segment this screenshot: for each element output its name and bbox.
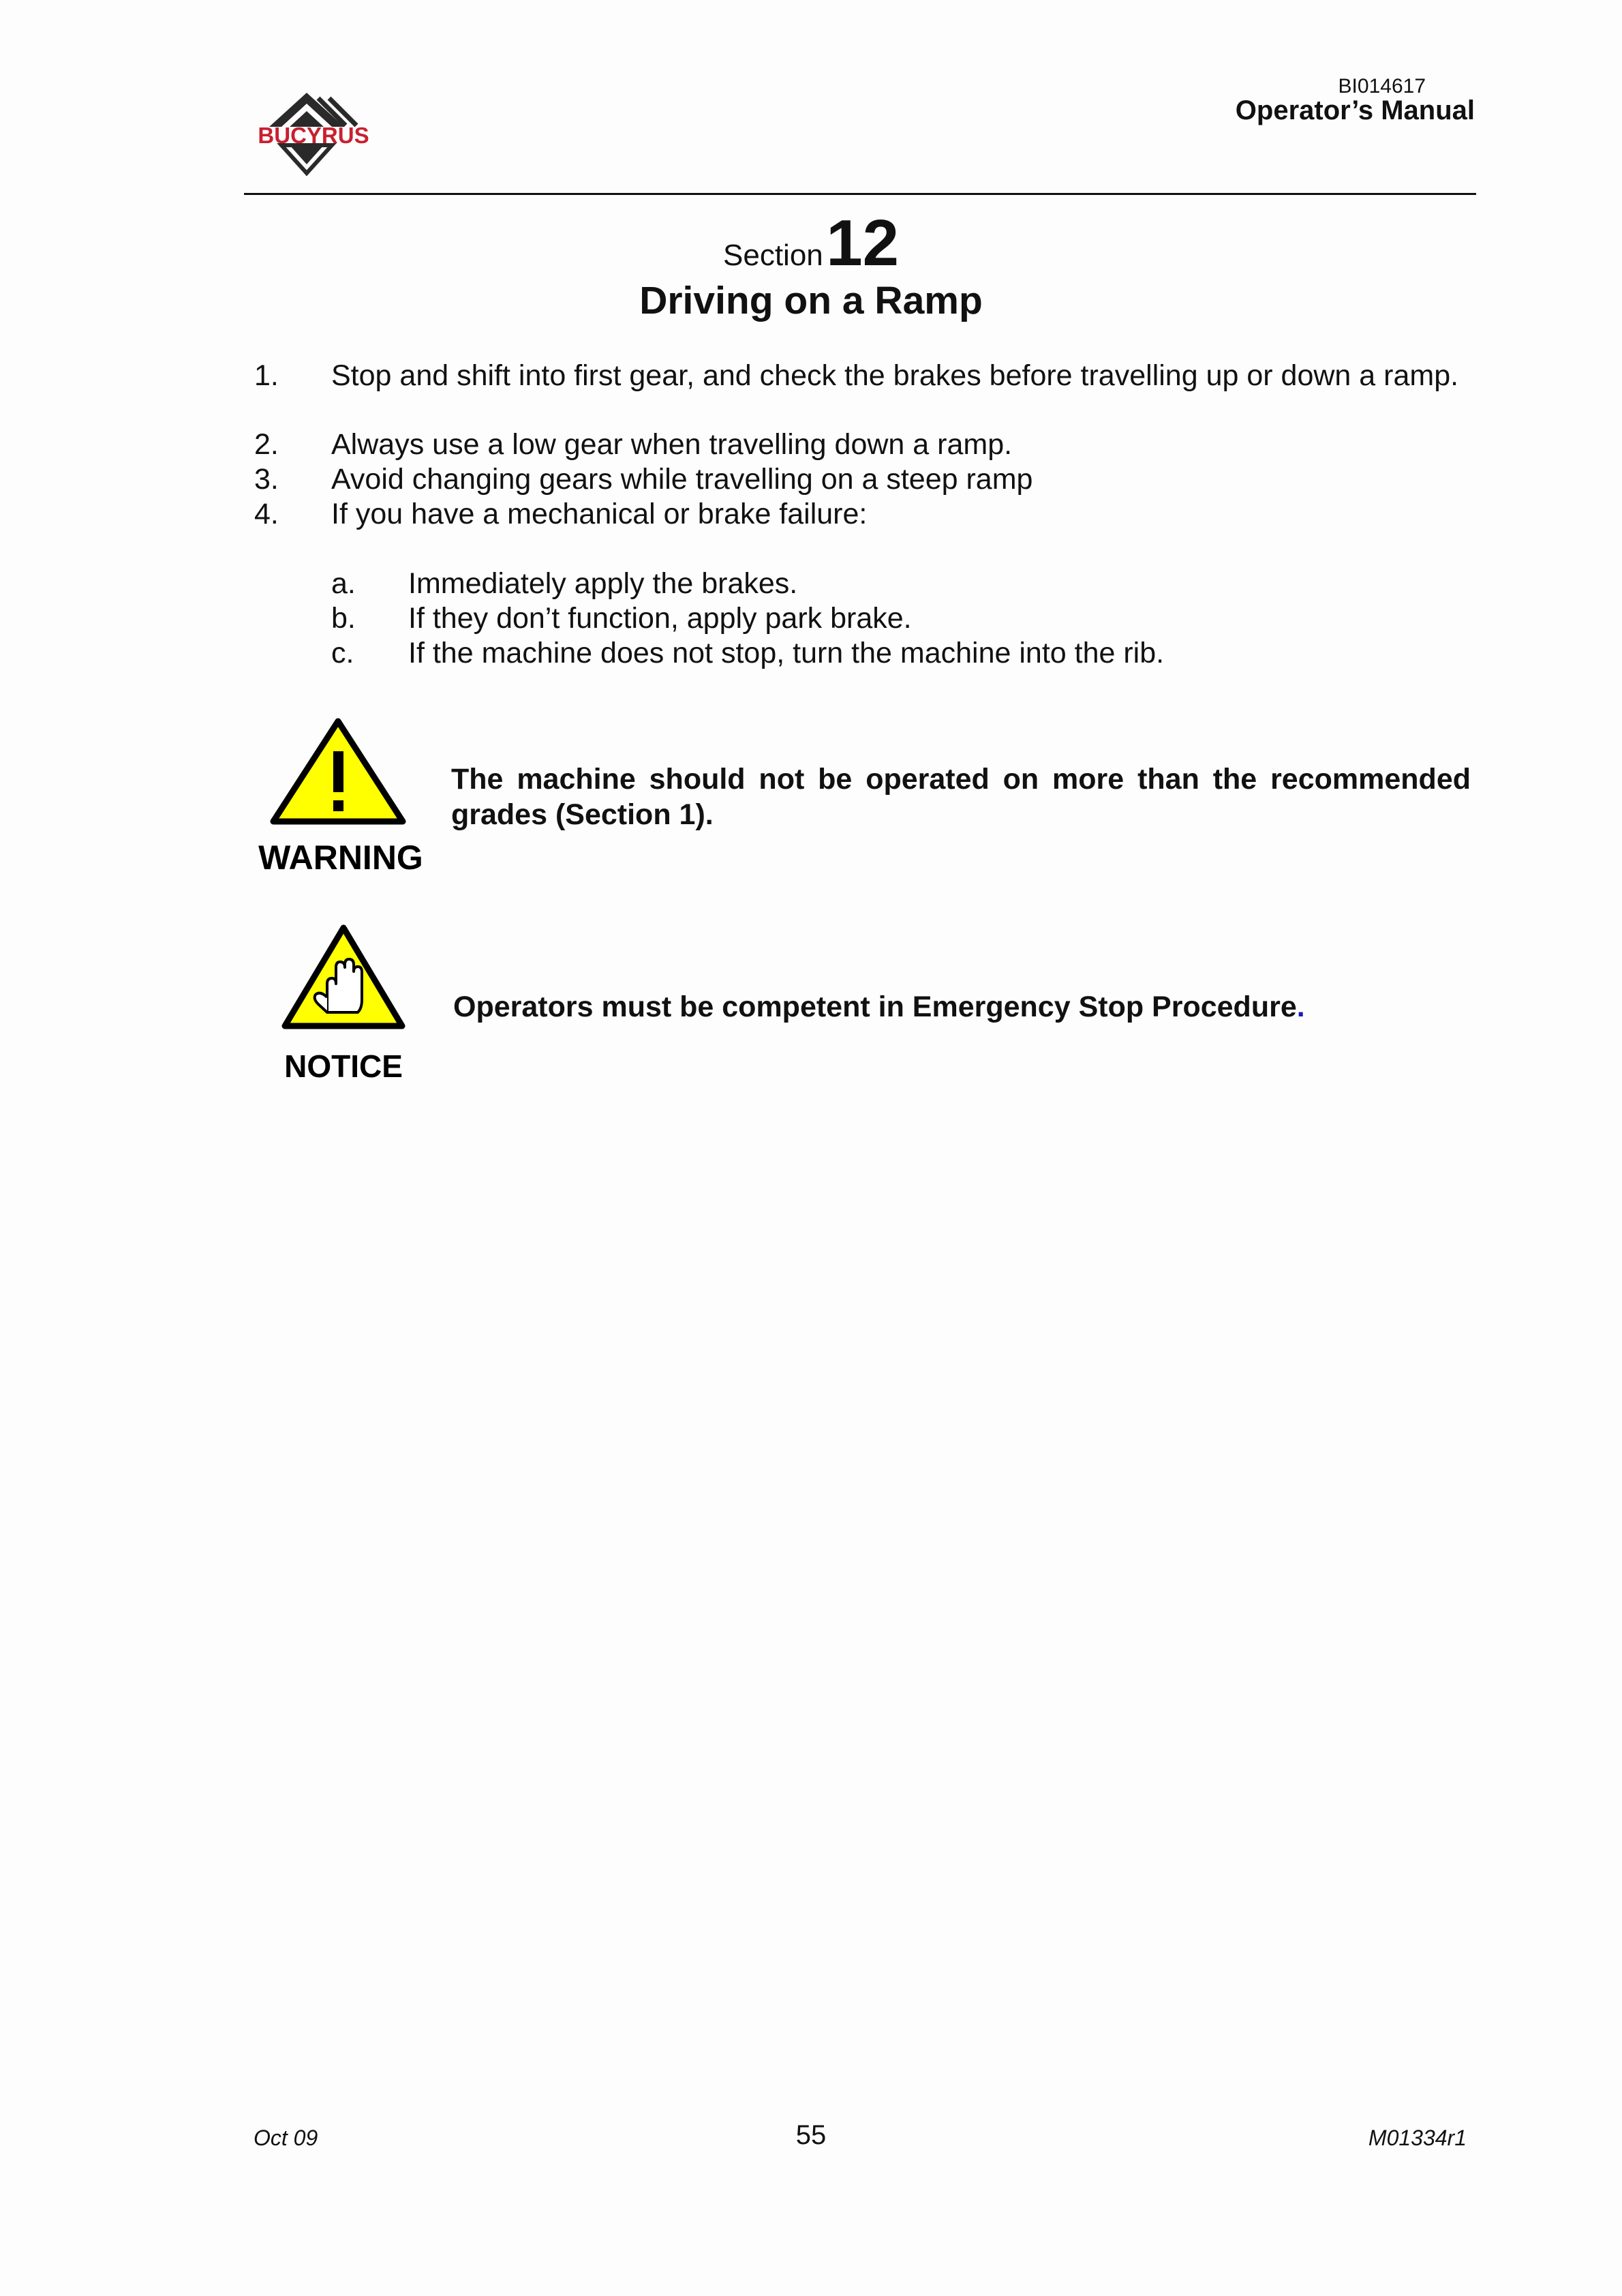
sub-list-letter: c. bbox=[331, 637, 354, 669]
warning-message: The machine should not be operated on more than the recommended grades (Section 1). bbox=[451, 763, 1471, 831]
list-text: Stop and shift into first gear, and check the brakes before travelling up or down a ramp. bbox=[331, 359, 1459, 392]
section-label: Section bbox=[723, 239, 823, 272]
notice-trailing-period: . bbox=[1296, 991, 1305, 1023]
logo-wordmark: BUCYRUS bbox=[258, 123, 369, 148]
list-number: 4. bbox=[254, 498, 279, 530]
list-number: 2. bbox=[254, 428, 279, 461]
sub-list-letter: b. bbox=[331, 602, 356, 635]
sub-list-item bbox=[331, 567, 1471, 601]
notice-hand-icon bbox=[273, 924, 416, 1085]
list-text: Always use a low gear when travelling down a ramp. bbox=[331, 428, 1013, 461]
notice-label: NOTICE bbox=[284, 1048, 403, 1084]
section-number: 12 bbox=[826, 207, 899, 280]
sub-list-letter: a. bbox=[331, 567, 356, 600]
bucyrus-logo bbox=[242, 93, 385, 181]
document-id: BI014617 bbox=[1338, 75, 1426, 97]
sub-list-item bbox=[331, 601, 1471, 636]
sub-list-item bbox=[331, 636, 1471, 671]
list-text: Avoid changing gears while travelling on a steep ramp bbox=[331, 463, 1033, 496]
page-title: Driving on a Ramp bbox=[639, 279, 983, 322]
notice-message bbox=[453, 991, 1305, 1024]
manual-title: Operator’s Manual bbox=[1235, 95, 1475, 125]
list-item bbox=[254, 497, 1471, 532]
list-number: 3. bbox=[254, 463, 279, 496]
warning-label: WARNING bbox=[258, 839, 423, 877]
section-heading bbox=[0, 206, 1622, 281]
footer-date: Oct 09 bbox=[254, 2126, 318, 2150]
list-item bbox=[254, 427, 1471, 462]
sub-list-text: If they don’t function, apply park brake. bbox=[408, 602, 912, 635]
list-number: 1. bbox=[254, 359, 279, 392]
header-divider bbox=[244, 193, 1476, 195]
sub-list-text: Immediately apply the brakes. bbox=[408, 567, 798, 600]
list-text: If you have a mechanical or brake failure: bbox=[331, 498, 868, 530]
page-number: 55 bbox=[795, 2120, 827, 2150]
list-item bbox=[254, 462, 1471, 497]
sub-list-text: If the machine does not stop, turn the machine into the rib. bbox=[408, 637, 1165, 669]
notice-message-text: Operators must be competent in Emergency Stop Procedure bbox=[453, 991, 1297, 1023]
warning-icon bbox=[258, 716, 425, 879]
list-item bbox=[254, 359, 1471, 429]
footer-document-code: M01334r1 bbox=[1368, 2126, 1467, 2150]
